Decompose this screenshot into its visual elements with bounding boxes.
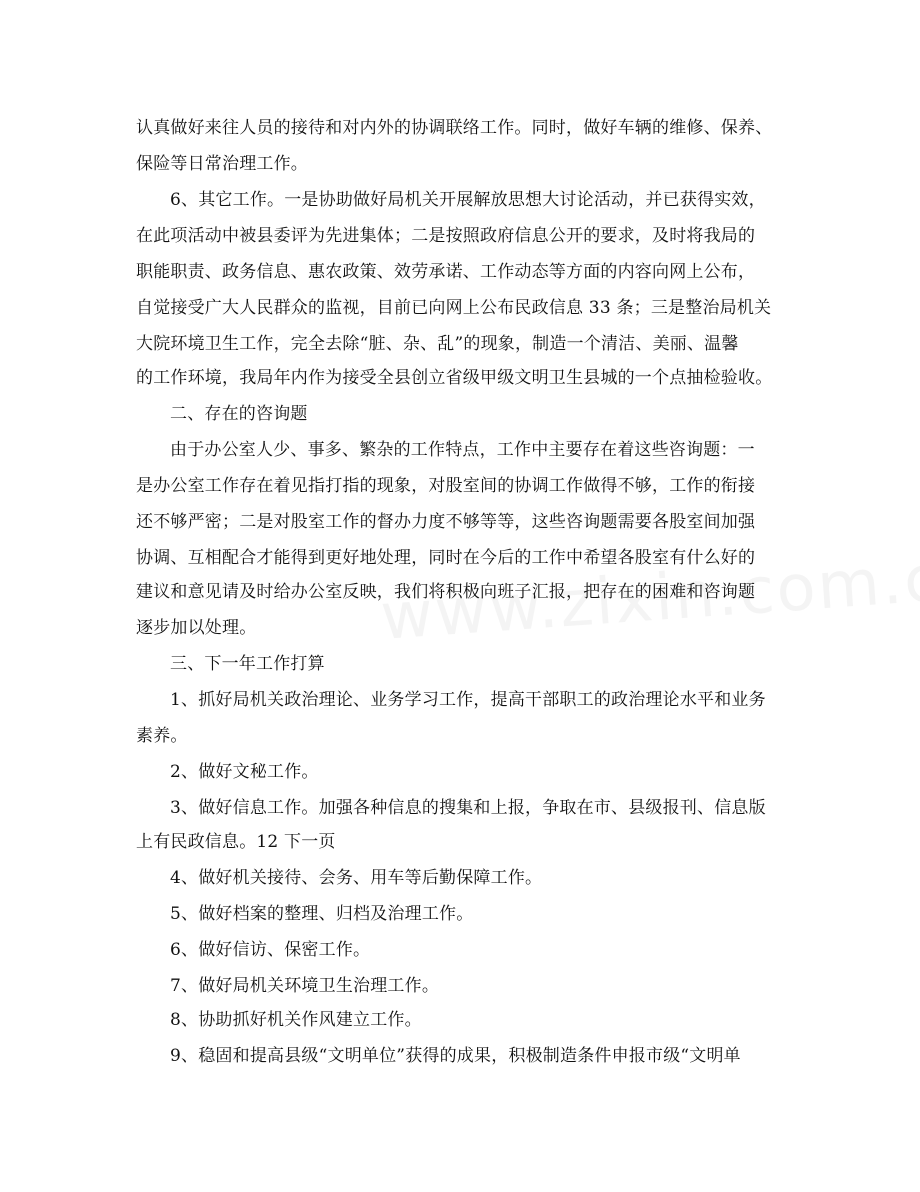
list-item: 1、抓好局机关政治理论、业务学习工作，提高干部职工的政治理论水平和业务 <box>170 690 766 710</box>
text-line: 还不够严密；二是对股室工作的督办力度不够等等，这些咨询题需要各股室间加强 <box>136 512 756 532</box>
text-line: 逐步加以处理。 <box>136 618 257 638</box>
text-line: 是办公室工作存在着见指打指的现象，对股室间的协调工作做得不够，工作的衔接 <box>136 476 756 496</box>
text-line: 在此项活动中被县委评为先进集体；二是按照政府信息公开的要求，及时将我局的 <box>136 226 756 246</box>
list-item: 2、做好文秘工作。 <box>170 762 319 782</box>
list-item: 5、做好档案的整理、归档及治理工作。 <box>170 904 474 924</box>
text-line: 职能职责、政务信息、惠农政策、效劳承诺、工作动态等方面的内容向网上公布， <box>136 262 756 282</box>
text-line: 保险等日常治理工作。 <box>136 154 308 174</box>
text-line: 协调、互相配合才能得到更好地处理，同时在今后的工作中希望各股室有什么好的 <box>136 548 756 568</box>
text-line: 由于办公室人少、事多、繁杂的工作特点，工作中主要存在着这些咨询题：一 <box>170 440 755 460</box>
text-line: 大院环境卫生工作，完全去除“脏、杂、乱”的现象，制造一个清洁、美丽、温馨 <box>136 334 739 354</box>
text-line: 自觉接受广大人民群众的监视，目前已向网上公布民政信息 33 条；三是整治局机关 <box>136 298 772 318</box>
text-line: 素养。 <box>136 726 188 746</box>
text-line: 6、其它工作。一是协助做好局机关开展解放思想大讨论活动，并已获得实效， <box>170 190 766 210</box>
list-item: 9、稳固和提高县级“文明单位”获得的成果，积极制造条件申报市级“文明单 <box>170 1046 741 1066</box>
text-line: 上有民政信息。12 下一页 <box>136 832 336 852</box>
list-item: 6、做好信访、保密工作。 <box>170 940 371 960</box>
list-item: 3、做好信息工作。加强各种信息的搜集和上报，争取在市、县级报刊、信息版 <box>170 798 766 818</box>
list-item: 7、做好局机关环境卫生治理工作。 <box>170 976 440 996</box>
text-line: 建议和意见请及时给办公室反映，我们将积极向班子汇报，把存在的困难和咨询题 <box>136 582 756 602</box>
text-line: 的工作环境，我局年内作为接受全县创立省级甲级文明卫生县城的一个点抽检验收。 <box>136 368 773 388</box>
list-item: 4、做好机关接待、会务、用车等后勤保障工作。 <box>170 868 543 888</box>
list-item: 8、协助抓好机关作风建立工作。 <box>170 1010 422 1030</box>
section-heading: 三、下一年工作打算 <box>170 654 325 674</box>
section-heading: 二、存在的咨询题 <box>170 404 308 424</box>
text-line: 认真做好来往人员的接待和对内外的协调联络工作。同时，做好车辆的维修、保养、 <box>136 118 773 138</box>
